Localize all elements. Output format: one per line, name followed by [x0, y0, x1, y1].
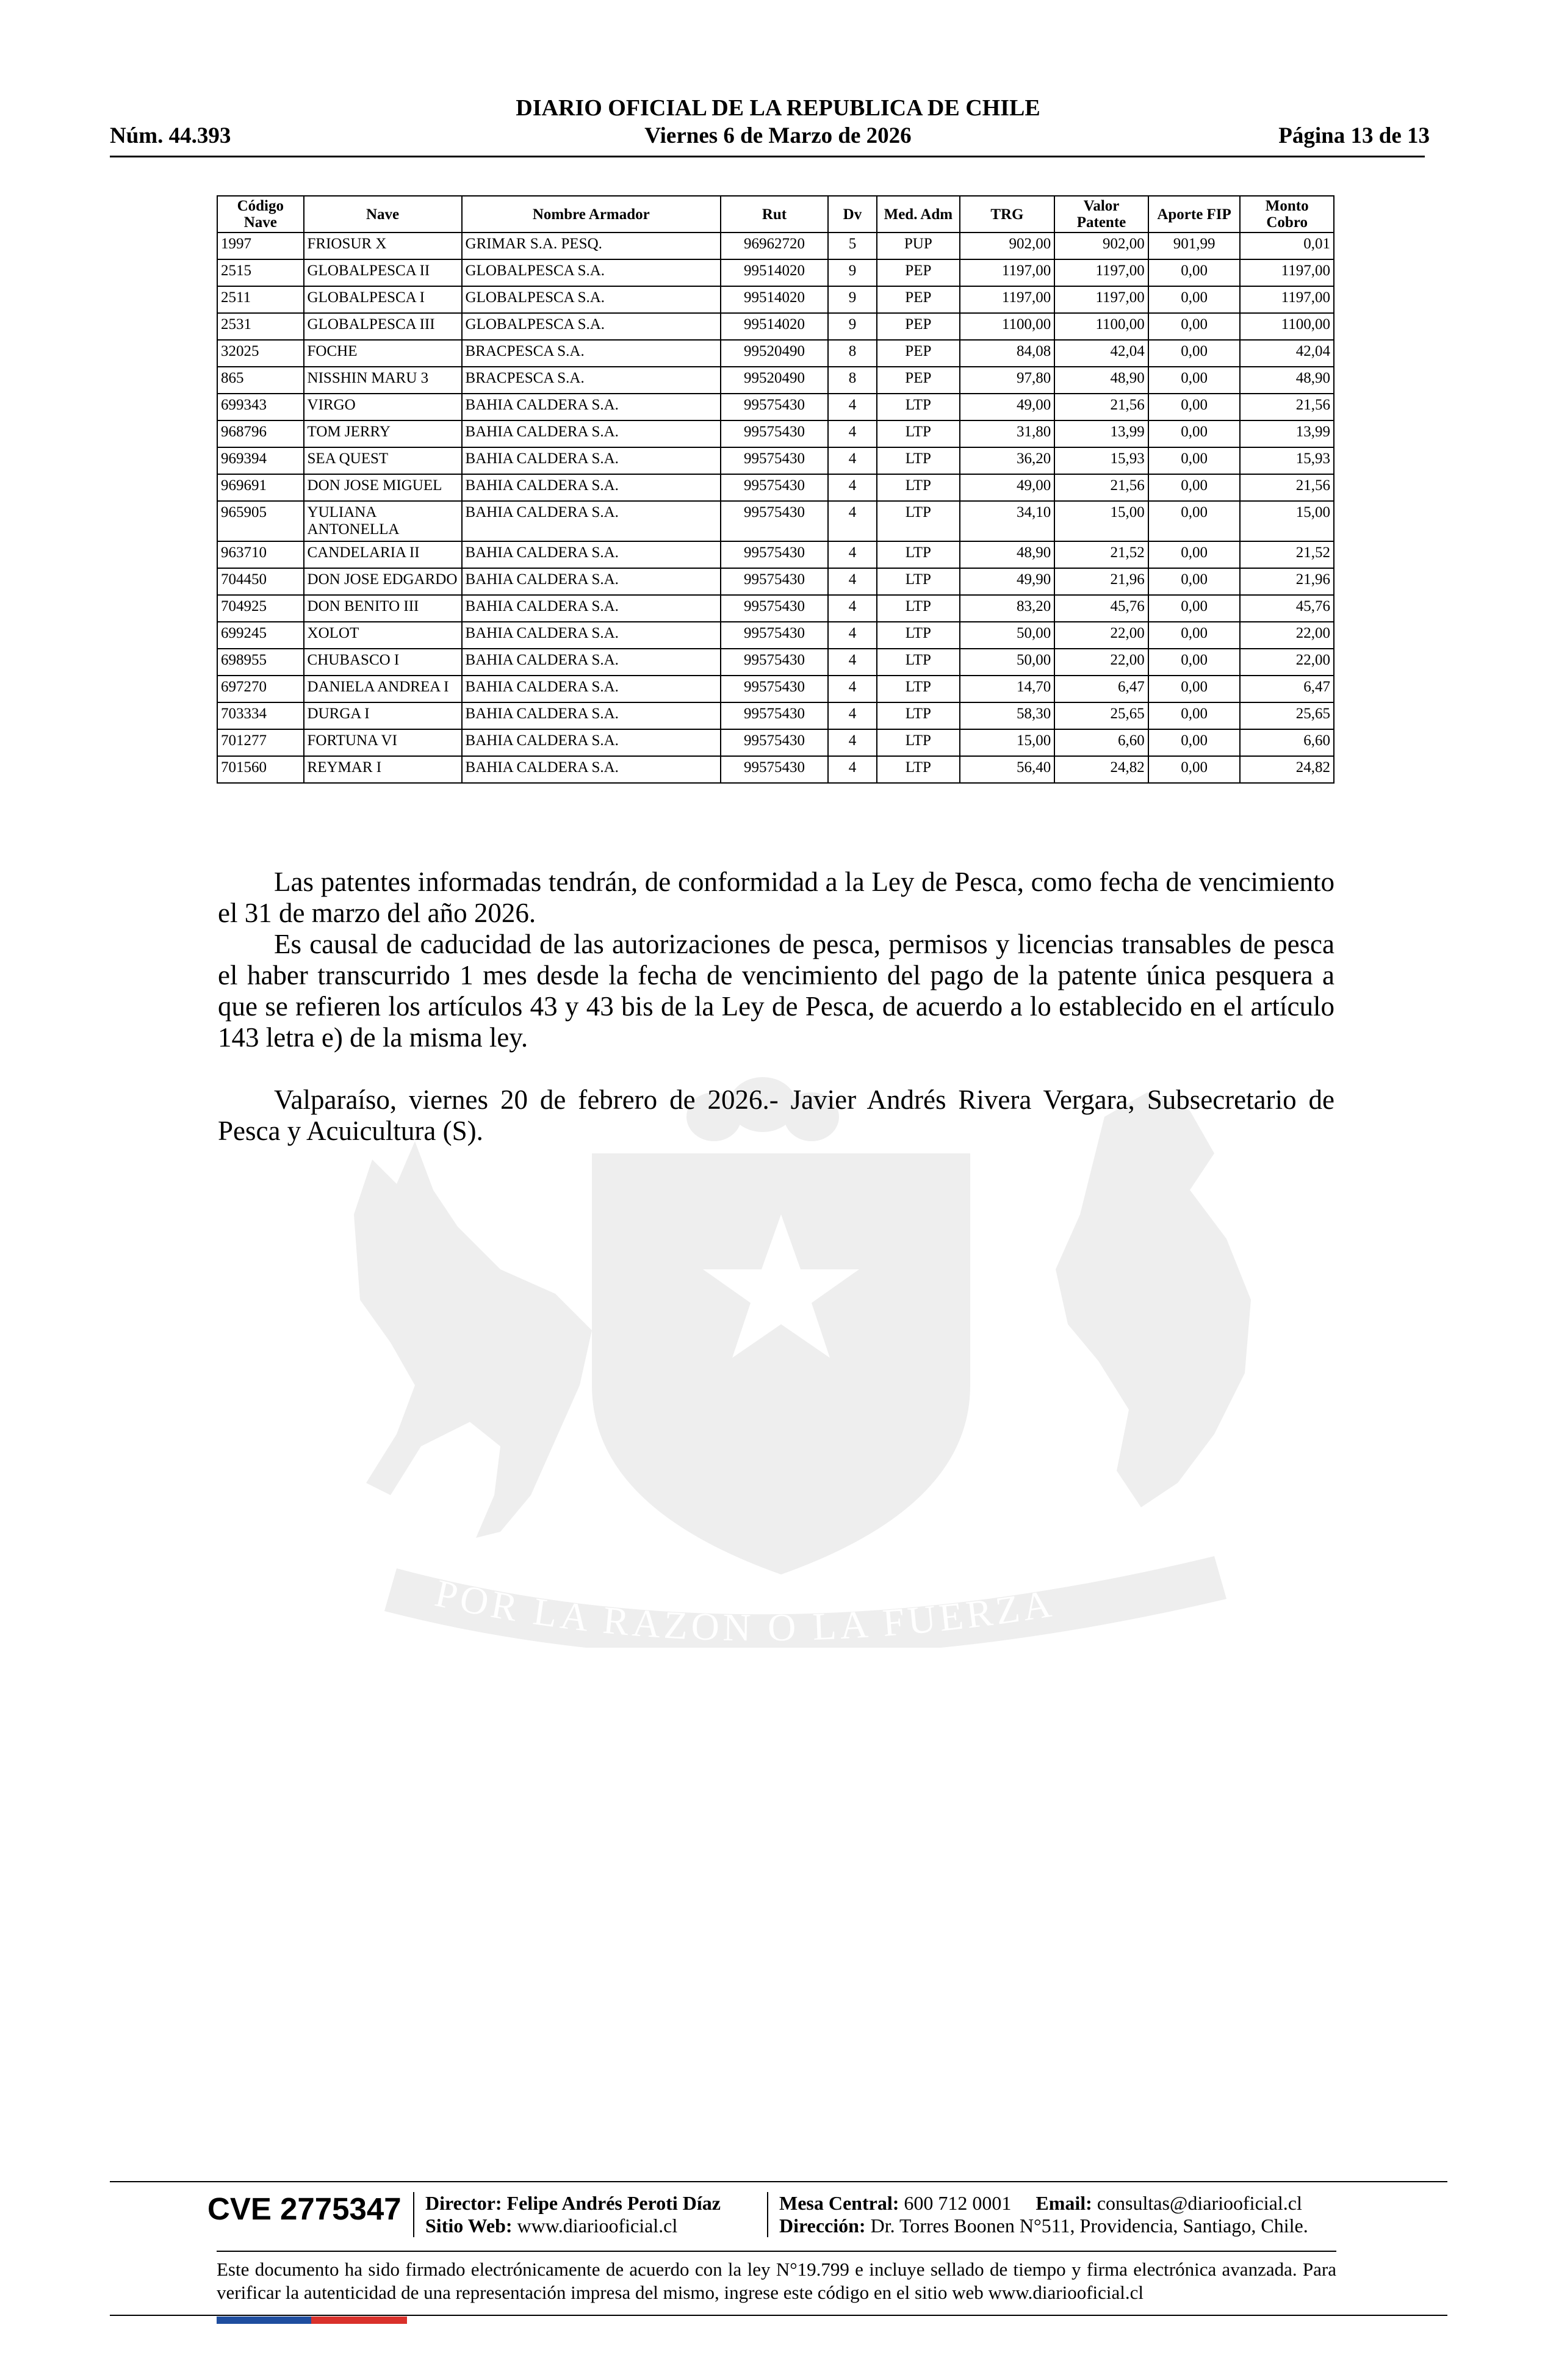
- footer-legal-notice: Este documento ha sido firmado electrónicamente de acuerdo con la ley N°19.799 e incluye sellado de tiempo y firma electrónica avanzada. Para verificar la autenticidad de una representación impresa del mismo, ingrese este código en el sitio web www.diariooficial.cl: [217, 2259, 1336, 2303]
- table-row: [217, 313, 1334, 340]
- cell-monto-cobro: 1197,00: [1240, 259, 1334, 286]
- cell-monto-cobro: 21,56: [1240, 394, 1334, 420]
- cell-rut: 99520490: [721, 367, 828, 394]
- cell-nave: VIRGO: [304, 394, 462, 420]
- cell-codigo-nave: 701560: [217, 756, 304, 783]
- cell-rut: 99575430: [721, 729, 828, 756]
- cell-nave: GLOBALPESCA II: [304, 259, 462, 286]
- cell-codigo-nave: 2515: [217, 259, 304, 286]
- cell-monto-cobro: 21,52: [1240, 541, 1334, 568]
- cell-aporte-fip: 0,00: [1148, 447, 1241, 474]
- table-row: [217, 420, 1334, 447]
- cell-med-adm: LTP: [877, 729, 960, 756]
- cell-rut: 99575430: [721, 474, 828, 501]
- cell-valor-patente: 25,65: [1054, 702, 1148, 729]
- cell-codigo-nave: 968796: [217, 420, 304, 447]
- cell-rut: 99575430: [721, 756, 828, 783]
- cell-nombre-armador: BAHIA CALDERA S.A.: [462, 622, 721, 649]
- cell-trg: 83,20: [960, 595, 1055, 622]
- cell-nave: GLOBALPESCA I: [304, 286, 462, 313]
- table-row: [217, 259, 1334, 286]
- cell-codigo-nave: 2531: [217, 313, 304, 340]
- cell-med-adm: LTP: [877, 501, 960, 541]
- column-header-dv: Dv: [828, 196, 877, 233]
- cell-valor-patente: 21,56: [1054, 394, 1148, 420]
- cell-valor-patente: 1197,00: [1054, 259, 1148, 286]
- column-header-aporte-fip: Aporte FIP: [1148, 196, 1241, 233]
- cell-trg: 50,00: [960, 622, 1055, 649]
- cell-trg: 902,00: [960, 233, 1055, 259]
- footer-contact-block: [779, 2192, 1308, 2237]
- cell-nombre-armador: BAHIA CALDERA S.A.: [462, 568, 721, 595]
- cell-nombre-armador: BRACPESCA S.A.: [462, 340, 721, 367]
- cell-med-adm: PEP: [877, 367, 960, 394]
- cell-rut: 99514020: [721, 313, 828, 340]
- address-label: Dirección:: [779, 2215, 866, 2237]
- cell-codigo-nave: 698955: [217, 649, 304, 676]
- cell-monto-cobro: 21,56: [1240, 474, 1334, 501]
- cell-rut: 99514020: [721, 259, 828, 286]
- cell-aporte-fip: 0,00: [1148, 568, 1241, 595]
- cell-codigo-nave: 865: [217, 367, 304, 394]
- cell-aporte-fip: 0,00: [1148, 340, 1241, 367]
- cell-med-adm: PUP: [877, 233, 960, 259]
- cell-rut: 96962720: [721, 233, 828, 259]
- cell-codigo-nave: 1997: [217, 233, 304, 259]
- cell-med-adm: PEP: [877, 340, 960, 367]
- cell-dv: 4: [828, 595, 877, 622]
- cell-aporte-fip: 0,00: [1148, 541, 1241, 568]
- cell-trg: 49,00: [960, 394, 1055, 420]
- cell-codigo-nave: 704450: [217, 568, 304, 595]
- director-label: Director:: [425, 2192, 502, 2214]
- phone-number: 600 712 0001: [904, 2192, 1012, 2214]
- issue-date: Viernes 6 de Marzo de 2026: [644, 123, 912, 148]
- cell-rut: 99575430: [721, 394, 828, 420]
- cell-dv: 5: [828, 233, 877, 259]
- cell-nombre-armador: BAHIA CALDERA S.A.: [462, 474, 721, 501]
- column-header-rut: Rut: [721, 196, 828, 233]
- cell-nombre-armador: GLOBALPESCA S.A.: [462, 313, 721, 340]
- cell-aporte-fip: 0,00: [1148, 367, 1241, 394]
- footer-divider-middle: [217, 2251, 1336, 2252]
- table-row: [217, 568, 1334, 595]
- cell-trg: 48,90: [960, 541, 1055, 568]
- cell-med-adm: LTP: [877, 649, 960, 676]
- table-row: [217, 286, 1334, 313]
- cell-valor-patente: 15,00: [1054, 501, 1148, 541]
- table-row: [217, 340, 1334, 367]
- table-row: [217, 649, 1334, 676]
- cell-aporte-fip: 0,00: [1148, 394, 1241, 420]
- cell-trg: 1100,00: [960, 313, 1055, 340]
- column-header-nave: Nave: [304, 196, 462, 233]
- footer-divider-bottom: [110, 2315, 1447, 2316]
- cell-valor-patente: 21,52: [1054, 541, 1148, 568]
- cell-nombre-armador: GRIMAR S.A. PESQ.: [462, 233, 721, 259]
- cell-nombre-armador: BAHIA CALDERA S.A.: [462, 447, 721, 474]
- cell-codigo-nave: 969394: [217, 447, 304, 474]
- cell-dv: 4: [828, 622, 877, 649]
- footer-vertical-divider: [767, 2192, 768, 2237]
- footer-divider-top: [110, 2181, 1447, 2182]
- table-row: [217, 676, 1334, 702]
- cell-valor-patente: 6,47: [1054, 676, 1148, 702]
- cell-valor-patente: 1197,00: [1054, 286, 1148, 313]
- cell-monto-cobro: 42,04: [1240, 340, 1334, 367]
- cell-med-adm: LTP: [877, 702, 960, 729]
- cell-nave: CHUBASCO I: [304, 649, 462, 676]
- table-row: [217, 702, 1334, 729]
- cell-nombre-armador: BRACPESCA S.A.: [462, 367, 721, 394]
- cell-valor-patente: 48,90: [1054, 367, 1148, 394]
- website-link[interactable]: www.diariooficial.cl: [517, 2215, 678, 2237]
- cell-med-adm: LTP: [877, 622, 960, 649]
- cell-monto-cobro: 1197,00: [1240, 286, 1334, 313]
- cell-valor-patente: 6,60: [1054, 729, 1148, 756]
- cell-aporte-fip: 0,00: [1148, 595, 1241, 622]
- cell-monto-cobro: 45,76: [1240, 595, 1334, 622]
- paragraph-expiration: Las patentes informadas tendrán, de conformidad a la Ley de Pesca, como fecha de vencimiento el 31 de marzo del año 2026.: [218, 867, 1334, 928]
- cell-nombre-armador: GLOBALPESCA S.A.: [462, 286, 721, 313]
- email-link[interactable]: consultas@diariooficial.cl: [1097, 2192, 1302, 2214]
- cell-nave: SEA QUEST: [304, 447, 462, 474]
- cell-nave: TOM JERRY: [304, 420, 462, 447]
- cell-monto-cobro: 15,00: [1240, 501, 1334, 541]
- table-row: [217, 394, 1334, 420]
- cell-med-adm: LTP: [877, 568, 960, 595]
- cell-nombre-armador: BAHIA CALDERA S.A.: [462, 501, 721, 541]
- cell-dv: 4: [828, 729, 877, 756]
- cell-trg: 50,00: [960, 649, 1055, 676]
- cell-aporte-fip: 901,99: [1148, 233, 1241, 259]
- cell-codigo-nave: 701277: [217, 729, 304, 756]
- coat-of-arms-watermark: [214, 1068, 1342, 1648]
- table-row: [217, 756, 1334, 783]
- table-row: [217, 729, 1334, 756]
- cell-codigo-nave: 963710: [217, 541, 304, 568]
- cell-monto-cobro: 22,00: [1240, 649, 1334, 676]
- footer-vertical-divider: [413, 2192, 414, 2237]
- cell-med-adm: PEP: [877, 259, 960, 286]
- cell-rut: 99514020: [721, 286, 828, 313]
- cell-codigo-nave: 969691: [217, 474, 304, 501]
- cell-dv: 4: [828, 702, 877, 729]
- cell-trg: 49,00: [960, 474, 1055, 501]
- cell-aporte-fip: 0,00: [1148, 286, 1241, 313]
- cell-valor-patente: 1100,00: [1054, 313, 1148, 340]
- cell-nave: GLOBALPESCA III: [304, 313, 462, 340]
- column-header-nombre-armador: Nombre Armador: [462, 196, 721, 233]
- cell-trg: 56,40: [960, 756, 1055, 783]
- page-number: Página 13 de 13: [1278, 123, 1430, 148]
- cell-nombre-armador: BAHIA CALDERA S.A.: [462, 420, 721, 447]
- cell-med-adm: PEP: [877, 286, 960, 313]
- cell-rut: 99575430: [721, 447, 828, 474]
- cell-rut: 99520490: [721, 340, 828, 367]
- cell-med-adm: PEP: [877, 313, 960, 340]
- cell-aporte-fip: 0,00: [1148, 501, 1241, 541]
- cell-monto-cobro: 6,47: [1240, 676, 1334, 702]
- cell-nombre-armador: BAHIA CALDERA S.A.: [462, 756, 721, 783]
- header-divider: [110, 156, 1425, 157]
- cell-codigo-nave: 2511: [217, 286, 304, 313]
- cell-nave: DANIELA ANDREA I: [304, 676, 462, 702]
- email-label: Email:: [1036, 2192, 1092, 2214]
- cell-valor-patente: 24,82: [1054, 756, 1148, 783]
- cell-valor-patente: 902,00: [1054, 233, 1148, 259]
- watermark-motto: POR LA RAZON O LA FUERZA: [431, 1571, 1058, 1648]
- column-header-monto-cobro: Monto Cobro: [1240, 196, 1334, 233]
- cve-code: CVE 2775347: [207, 2191, 402, 2226]
- cell-dv: 4: [828, 447, 877, 474]
- table-row: [217, 367, 1334, 394]
- cell-aporte-fip: 0,00: [1148, 420, 1241, 447]
- cell-nombre-armador: BAHIA CALDERA S.A.: [462, 729, 721, 756]
- cell-valor-patente: 21,56: [1054, 474, 1148, 501]
- paragraph-caducity: Es causal de caducidad de las autorizaciones de pesca, permisos y licencias transables de pesca el haber transcurrido 1 mes desde la fecha de vencimiento del pago de la patente única pesquera a que se refieren los artículos 43 y 43 bis de la Ley de Pesca, de acuerdo a lo establecido en el artículo 143 letra e) de la misma ley.: [218, 929, 1334, 1053]
- flag-stripe-red: [311, 2317, 407, 2324]
- flag-stripe-blue: [217, 2317, 311, 2324]
- cell-nave: REYMAR I: [304, 756, 462, 783]
- cell-med-adm: LTP: [877, 394, 960, 420]
- cell-codigo-nave: 32025: [217, 340, 304, 367]
- column-header-codigo-nave: Código Nave: [217, 196, 304, 233]
- cell-aporte-fip: 0,00: [1148, 729, 1241, 756]
- cell-aporte-fip: 0,00: [1148, 622, 1241, 649]
- cell-rut: 99575430: [721, 702, 828, 729]
- website-label: Sitio Web:: [425, 2215, 513, 2237]
- cell-rut: 99575430: [721, 568, 828, 595]
- cell-codigo-nave: 703334: [217, 702, 304, 729]
- address-text: Dr. Torres Boonen N°511, Providencia, Santiago, Chile.: [870, 2215, 1308, 2237]
- cell-monto-cobro: 13,99: [1240, 420, 1334, 447]
- cell-med-adm: LTP: [877, 447, 960, 474]
- cell-trg: 1197,00: [960, 286, 1055, 313]
- table-row: [217, 595, 1334, 622]
- cell-codigo-nave: 699245: [217, 622, 304, 649]
- table-row: [217, 541, 1334, 568]
- cell-nave: FORTUNA VI: [304, 729, 462, 756]
- cell-dv: 4: [828, 394, 877, 420]
- cell-dv: 4: [828, 568, 877, 595]
- cell-dv: 4: [828, 501, 877, 541]
- cell-dv: 8: [828, 367, 877, 394]
- cell-nombre-armador: BAHIA CALDERA S.A.: [462, 595, 721, 622]
- cell-nave: DON JOSE EDGARDO: [304, 568, 462, 595]
- cell-aporte-fip: 0,00: [1148, 259, 1241, 286]
- cell-nave: FOCHE: [304, 340, 462, 367]
- cell-monto-cobro: 48,90: [1240, 367, 1334, 394]
- cell-monto-cobro: 1100,00: [1240, 313, 1334, 340]
- cell-trg: 14,70: [960, 676, 1055, 702]
- cell-nombre-armador: BAHIA CALDERA S.A.: [462, 702, 721, 729]
- cell-med-adm: LTP: [877, 541, 960, 568]
- cell-trg: 97,80: [960, 367, 1055, 394]
- column-header-trg: TRG: [960, 196, 1055, 233]
- table-row: [217, 622, 1334, 649]
- cell-dv: 4: [828, 676, 877, 702]
- director-name: Felipe Andrés Peroti Díaz: [506, 2192, 721, 2214]
- cell-dv: 8: [828, 340, 877, 367]
- cell-trg: 34,10: [960, 501, 1055, 541]
- cell-nave: DURGA I: [304, 702, 462, 729]
- column-header-med-adm: Med. Adm: [877, 196, 960, 233]
- cell-med-adm: LTP: [877, 676, 960, 702]
- cell-aporte-fip: 0,00: [1148, 676, 1241, 702]
- table-row: [217, 474, 1334, 501]
- fishing-patent-table: [217, 195, 1334, 784]
- cell-valor-patente: 22,00: [1054, 622, 1148, 649]
- phone-label: Mesa Central:: [779, 2192, 899, 2214]
- column-header-valor-patente: Valor Patente: [1054, 196, 1148, 233]
- cell-rut: 99575430: [721, 622, 828, 649]
- cell-valor-patente: 45,76: [1054, 595, 1148, 622]
- cell-nave: DON JOSE MIGUEL: [304, 474, 462, 501]
- cell-nombre-armador: GLOBALPESCA S.A.: [462, 259, 721, 286]
- cell-codigo-nave: 704925: [217, 595, 304, 622]
- cell-aporte-fip: 0,00: [1148, 702, 1241, 729]
- cell-med-adm: LTP: [877, 595, 960, 622]
- cell-codigo-nave: 699343: [217, 394, 304, 420]
- cell-dv: 4: [828, 474, 877, 501]
- cell-valor-patente: 21,96: [1054, 568, 1148, 595]
- cell-dv: 4: [828, 541, 877, 568]
- cell-rut: 99575430: [721, 501, 828, 541]
- cell-med-adm: LTP: [877, 474, 960, 501]
- cell-rut: 99575430: [721, 541, 828, 568]
- cell-aporte-fip: 0,00: [1148, 649, 1241, 676]
- cell-nave: FRIOSUR X: [304, 233, 462, 259]
- cell-aporte-fip: 0,00: [1148, 313, 1241, 340]
- cell-aporte-fip: 0,00: [1148, 474, 1241, 501]
- cell-monto-cobro: 22,00: [1240, 622, 1334, 649]
- cell-dv: 9: [828, 313, 877, 340]
- footer-director-block: [425, 2192, 721, 2237]
- cell-valor-patente: 42,04: [1054, 340, 1148, 367]
- cell-monto-cobro: 0,01: [1240, 233, 1334, 259]
- cell-rut: 99575430: [721, 595, 828, 622]
- cell-trg: 15,00: [960, 729, 1055, 756]
- cell-nombre-armador: BAHIA CALDERA S.A.: [462, 541, 721, 568]
- cell-nave: XOLOT: [304, 622, 462, 649]
- cell-trg: 49,90: [960, 568, 1055, 595]
- cell-nombre-armador: BAHIA CALDERA S.A.: [462, 676, 721, 702]
- cell-trg: 1197,00: [960, 259, 1055, 286]
- cell-monto-cobro: 25,65: [1240, 702, 1334, 729]
- cell-codigo-nave: 965905: [217, 501, 304, 541]
- cell-trg: 36,20: [960, 447, 1055, 474]
- cell-monto-cobro: 24,82: [1240, 756, 1334, 783]
- table-header-row: [217, 196, 1334, 233]
- cell-nombre-armador: BAHIA CALDERA S.A.: [462, 649, 721, 676]
- cell-monto-cobro: 21,96: [1240, 568, 1334, 595]
- cell-dv: 9: [828, 259, 877, 286]
- cell-nave: YULIANA ANTONELLA: [304, 501, 462, 541]
- cell-dv: 4: [828, 420, 877, 447]
- issue-number: Núm. 44.393: [110, 123, 231, 148]
- cell-valor-patente: 22,00: [1054, 649, 1148, 676]
- cell-nave: NISSHIN MARU 3: [304, 367, 462, 394]
- cell-monto-cobro: 6,60: [1240, 729, 1334, 756]
- paragraph-signature: Valparaíso, viernes 20 de febrero de 2026.- Javier Andrés Rivera Vergara, Subsecretario de Pesca y Acuicultura (S).: [218, 1084, 1334, 1146]
- cell-nave: CANDELARIA II: [304, 541, 462, 568]
- cell-rut: 99575430: [721, 676, 828, 702]
- cell-dv: 4: [828, 756, 877, 783]
- cell-med-adm: LTP: [877, 420, 960, 447]
- cell-nombre-armador: BAHIA CALDERA S.A.: [462, 394, 721, 420]
- table-row: [217, 233, 1334, 259]
- cell-aporte-fip: 0,00: [1148, 756, 1241, 783]
- cell-rut: 99575430: [721, 420, 828, 447]
- cell-valor-patente: 13,99: [1054, 420, 1148, 447]
- table-row: [217, 501, 1334, 541]
- cell-nave: DON BENITO III: [304, 595, 462, 622]
- cell-dv: 9: [828, 286, 877, 313]
- cell-trg: 84,08: [960, 340, 1055, 367]
- cell-med-adm: LTP: [877, 756, 960, 783]
- cell-monto-cobro: 15,93: [1240, 447, 1334, 474]
- cell-trg: 31,80: [960, 420, 1055, 447]
- cell-dv: 4: [828, 649, 877, 676]
- cell-valor-patente: 15,93: [1054, 447, 1148, 474]
- newspaper-title: DIARIO OFICIAL DE LA REPUBLICA DE CHILE: [516, 95, 1040, 121]
- table-row: [217, 447, 1334, 474]
- cell-rut: 99575430: [721, 649, 828, 676]
- cell-trg: 58,30: [960, 702, 1055, 729]
- cell-codigo-nave: 697270: [217, 676, 304, 702]
